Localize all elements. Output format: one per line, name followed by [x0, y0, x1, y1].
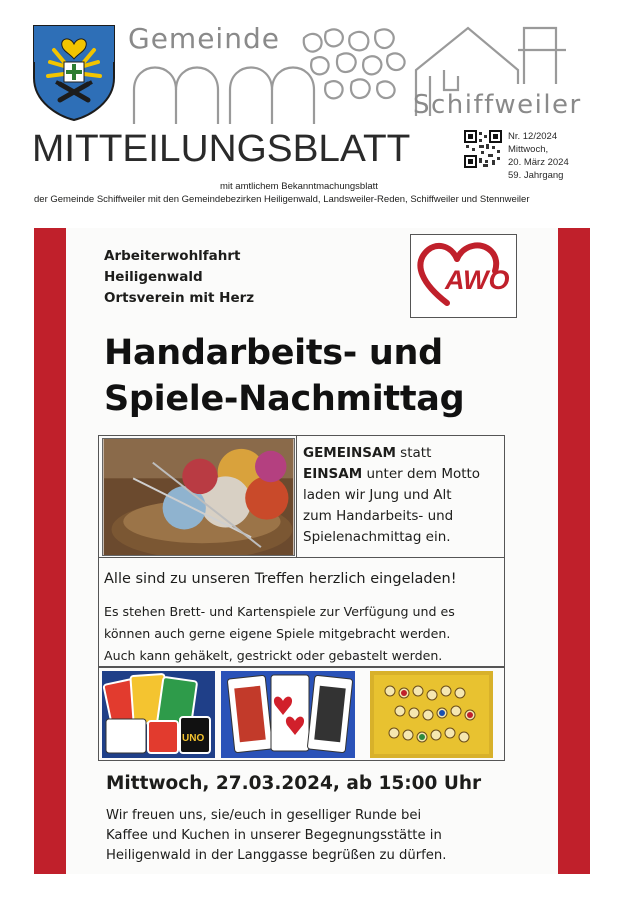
org-line: Ortsverein mit Herz [104, 290, 255, 306]
page-title: MITTEILUNGSBLATT [32, 128, 411, 170]
org-line: Heiligenwald [104, 269, 203, 285]
uno-cards-photo [102, 671, 215, 758]
headline-line: Spiele-Nachmittag [104, 379, 465, 419]
issue-info [508, 130, 569, 182]
right-red-bar [558, 228, 590, 874]
motto-text [303, 443, 480, 548]
motto-line: EINSAM unter dem Motto [303, 466, 481, 482]
motto-line: GEMEINSAM statt [303, 445, 432, 461]
closing-text [106, 806, 498, 866]
motto-line: Spielenachmittag ein. [303, 529, 451, 545]
closing-line: Wir freuen uns, sie/euch in geselliger Runde bei [106, 808, 422, 823]
brand-top-text: Gemeinde [128, 22, 280, 55]
horizontal-divider [98, 557, 505, 558]
vertical-divider [296, 435, 297, 558]
yarn-basket-photo [102, 438, 295, 556]
closing-line: Kaffee und Kuchen in unserer Begegnungsstätte in [106, 828, 442, 843]
municipal-crest-logo [30, 22, 118, 122]
uno-label: UNO [182, 733, 205, 744]
motto-line: laden wir Jung und Alt [303, 487, 452, 503]
brand-bottom-text: Schiffweiler [413, 90, 582, 120]
issue-number: Nr. 12/2024 [508, 131, 558, 142]
board-game-photo [370, 671, 493, 758]
info-text [104, 601, 455, 667]
event-date: Mittwoch, 27.03.2024, ab 15:00 Uhr [106, 773, 482, 794]
qr-code[interactable] [464, 130, 502, 168]
awo-heart-logo [411, 235, 515, 316]
info-line: Es stehen Brett- und Kartenspiele zur Verfügung und es [104, 604, 455, 619]
awo-logo-text: AWO [445, 265, 510, 295]
issue-date: 20. März 2024 [508, 157, 569, 168]
invitation-text: Alle sind zu unseren Treffen herzlich eingeladen! [104, 571, 457, 587]
awo-logo-box [410, 234, 517, 318]
issue-volume: 59. Jahrgang [508, 170, 564, 181]
playing-cards-photo [221, 671, 355, 758]
info-line: Auch kann gehäkelt, gestrickt oder gebastelt werden. [104, 648, 443, 663]
event-headline [104, 330, 464, 422]
org-line: Arbeiterwohlfahrt [104, 248, 241, 264]
subtitle-line-2: der Gemeinde Schiffweiler mit den Gemeindebezirken Heiligenwald, Landsweiler-Reden, Schiffweiler und Stennweiler [34, 194, 530, 205]
issue-weekday: Mittwoch, [508, 144, 549, 155]
headline-line: Handarbeits- und [104, 333, 443, 373]
subtitle-line-1: mit amtlichem Bekanntmachungsblatt [220, 181, 378, 192]
info-line: können auch gerne eigene Spiele mitgebracht werden. [104, 626, 451, 641]
closing-line: Heiligenwald in der Langgasse begrüßen zu dürfen. [106, 848, 447, 863]
organization-block [104, 246, 254, 309]
motto-line: zum Handarbeits- und [303, 508, 454, 524]
left-red-bar [34, 228, 66, 874]
